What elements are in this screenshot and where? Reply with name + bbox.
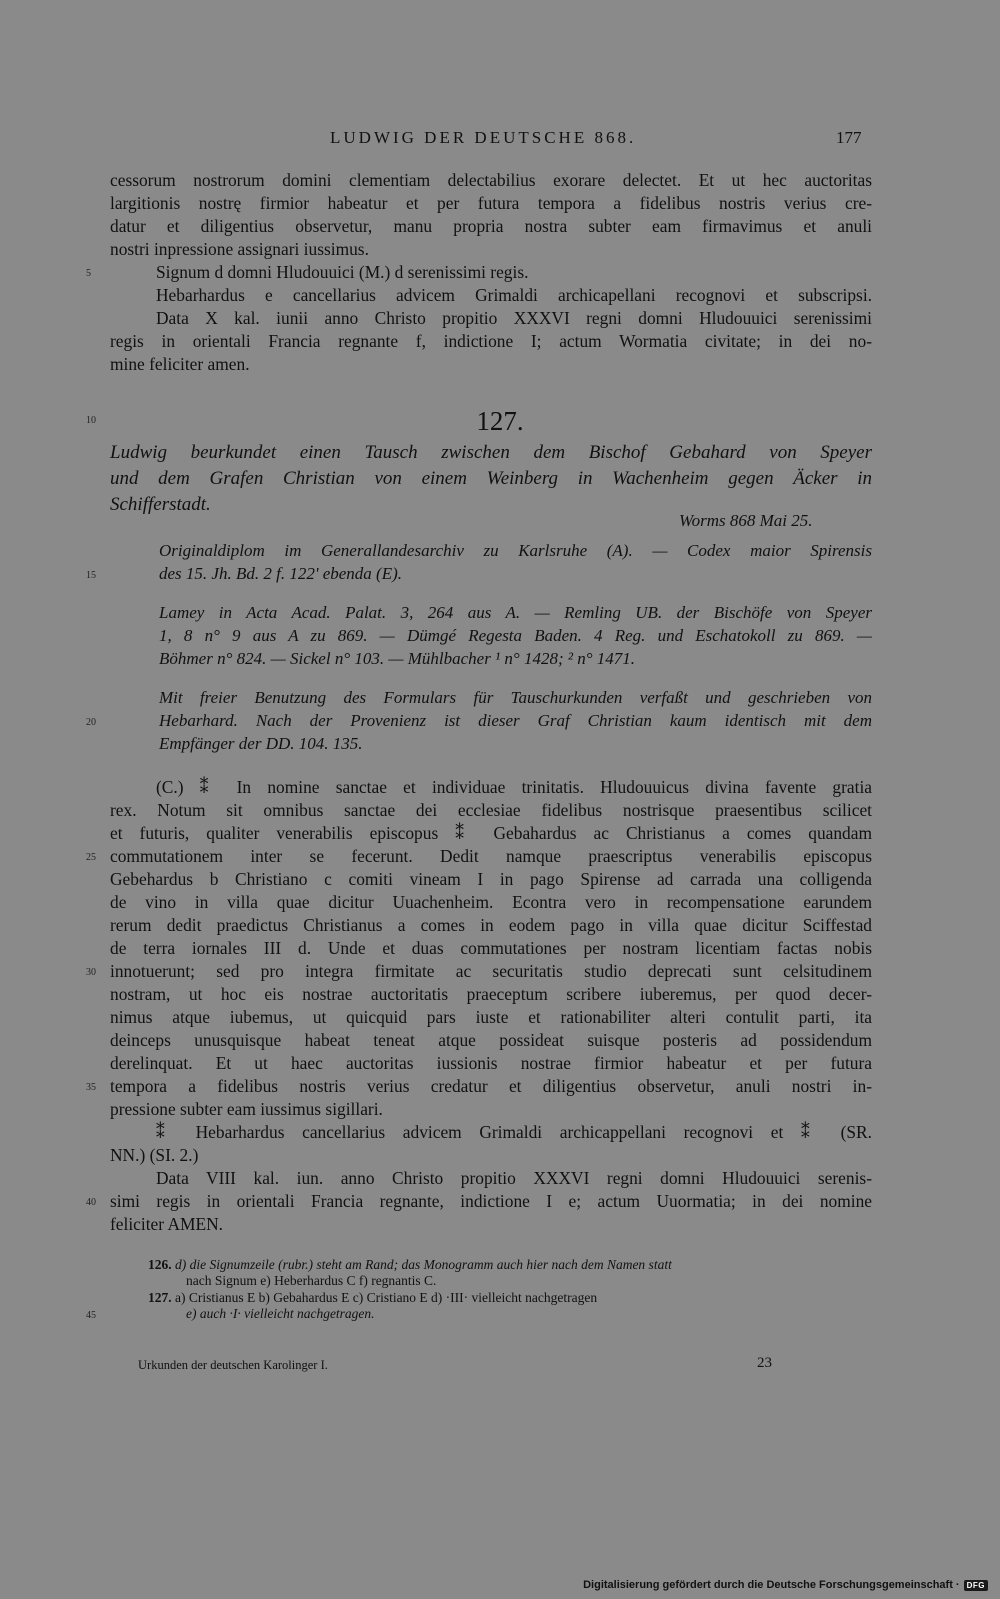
text-line: (C.) ⁑ In nomine sanctae et individuae trinitatis. Hludouuicus divina favente gratia	[156, 777, 872, 797]
text-line: Gebehardus b Christiano c comiti vineam I in pago Spirense ad carrada una colligenda	[110, 869, 872, 889]
text-line: nostram, ut hoc eis nostrae auctoritatis praeceptum scribere iuberemus, per quod decer-	[110, 984, 872, 1004]
text-line: de terra iornales III d. Unde et duas commutationes per nostram licentiam factas nobis	[110, 938, 872, 958]
dating-line: mine feliciter amen.	[110, 354, 250, 374]
commentary-line: Empfänger der DD. 104. 135.	[159, 734, 363, 753]
text-line: pressione subter eam iussimus sigillari.	[110, 1099, 383, 1119]
text-line: nimus atque iubemus, ut quicquid pars iuste et rationabiliter alteri contulit parti, ita	[110, 1007, 872, 1027]
line-number: 15	[86, 570, 96, 581]
signum-line: Signum d domni Hludouuici (M.) d serenissimi regis.	[156, 262, 529, 282]
text-line: rex. Notum sit omnibus sanctae dei ecclesiae fidelibus nostrisque praesentibus scilicet	[110, 800, 872, 820]
text-line: commutationem inter se fecerunt. Dedit namque praescriptus venerabilis episcopus	[110, 846, 872, 866]
footnote-text: d) die Signumzeile (rubr.) steht am Rand; das Monogramm auch hier nach dem Namen statt	[175, 1257, 672, 1272]
footnote-126	[148, 1257, 872, 1274]
line-number: 40	[86, 1197, 96, 1208]
literature-line: Böhmer n° 824. — Sickel n° 103. — Mühlbacher ¹ n° 1428; ² n° 1471.	[159, 649, 636, 668]
text-line: de vino in villa quae dicitur Uuachenheim. Econtra vero in recompensatione earundem	[110, 892, 872, 912]
place-date: Worms 868 Mai 25.	[679, 511, 813, 530]
recognition-line: ⁑ Hebarhardus cancellarius advicem Grimaldi archicappellani recognovi et ⁑ (SR.	[156, 1122, 872, 1142]
footnote-126-cont: nach Signum e) Heberhardus C f) regnantis C.	[186, 1273, 437, 1288]
literature-line: 1, 8 n° 9 aus A zu 869. — Dümgé Regesta Baden. 4 Reg. und Eschatokoll zu 869. —	[159, 626, 872, 645]
recognition-line: NN.) (SI. 2.)	[110, 1145, 199, 1165]
text-line: nostri inpressione assignari iussimus.	[110, 239, 369, 259]
document-number: 127.	[476, 406, 524, 436]
line-number: 5	[86, 268, 91, 279]
text-line: rerum dedit praedictus Christianus a comes in eodem pago in villa quae dicitur Sciffestad	[110, 915, 872, 935]
page-header	[0, 128, 1000, 158]
dfg-logo: DFG	[964, 1580, 988, 1591]
text-line: et futuris, qualiter venerabilis episcopus ⁑ Gebahardus ac Christianus a comes quandam	[110, 823, 872, 843]
text-line: tempora a fidelibus nostris verius credatur et diligentius observetur, anuli nostri in-	[110, 1076, 872, 1096]
text-line: largitionis nostrę firmior habeatur et per futura tempora a fidelibus nostris verius cre-	[110, 193, 872, 213]
dating-line: Data VIII kal. iun. anno Christo propitio XXXVI regni domni Hludouuici serenis-	[156, 1168, 872, 1188]
text-line: derelinquat. Et ut haec auctoritas iussionis nostrae firmior habeatur et per futura	[110, 1053, 872, 1073]
commentary-line: Mit freier Benutzung des Formulars für Tauschurkunden verfaßt und geschrieben von	[159, 688, 872, 707]
line-number: 20	[86, 717, 96, 728]
footnote-127	[148, 1290, 872, 1307]
digitization-note	[583, 1579, 988, 1591]
dating-line: regis in orientali Francia regnante f, indictione I; actum Wormatia civitate; in dei no-	[110, 331, 872, 351]
footnote-127-cont: e) auch ·I· vielleicht nachgetragen.	[186, 1306, 375, 1321]
footer-signature: 23	[757, 1355, 772, 1371]
text-line: innotuerunt; sed pro integra firmitate ac securitatis studio deprecati sunt celsitudinem	[110, 961, 872, 981]
page-number: 177	[836, 128, 862, 147]
text-line: datur et diligentius observetur, manu propria nostra subter eam firmavimus et anuli	[110, 216, 872, 236]
line-number: 10	[86, 415, 96, 426]
commentary-line: Hebarhard. Nach der Provenienz ist dieser Graf Christian kaum identisch mit dem	[159, 711, 872, 730]
footnote-label: 127.	[148, 1290, 172, 1305]
dating-line: Data X kal. iunii anno Christo propitio XXXVI regni domni Hludouuici serenissimi	[156, 308, 872, 328]
tradition-line: Originaldiplom im Generallandesarchiv zu Karlsruhe (A). — Codex maior Spirensis	[159, 541, 872, 560]
line-number: 45	[86, 1310, 96, 1321]
running-head: LUDWIG DER DEUTSCHE 868.	[330, 128, 637, 147]
regest-line: Ludwig beurkundet einen Tausch zwischen dem Bischof Gebahard von Speyer	[110, 442, 872, 463]
dating-line: feliciter AMEN.	[110, 1214, 224, 1234]
footer-series: Urkunden der deutschen Karolinger I.	[138, 1358, 328, 1372]
dating-line: simi regis in orientali Francia regnante, indictione I e; actum Uuormatia; in dei nomine	[110, 1191, 872, 1211]
literature-line: Lamey in Acta Acad. Palat. 3, 264 aus A. — Remling UB. der Bischöfe von Speyer	[159, 603, 872, 622]
regest-line: und dem Grafen Christian von einem Weinberg in Wachenheim gegen Äcker in	[110, 468, 872, 489]
text-line: deinceps unusquisque habeat teneat atque possideat suisque posteris ad possidendum	[110, 1030, 872, 1050]
digitization-text: Digitalisierung gefördert durch die Deutsche Forschungsgemeinschaft ·	[583, 1579, 960, 1591]
line-number: 25	[86, 852, 96, 863]
tradition-line: des 15. Jh. Bd. 2 f. 122' ebenda (E).	[159, 564, 402, 583]
line-number: 35	[86, 1082, 96, 1093]
line-number: 30	[86, 967, 96, 978]
footnote-text: a) Cristianus E b) Gebahardus E c) Cristiano E d) ·III· vielleicht nachgetragen	[175, 1290, 598, 1305]
footnote-label: 126.	[148, 1257, 172, 1272]
subscription-line: Hebarhardus e cancellarius advicem Grimaldi archicapellani recognovi et subscripsi.	[156, 285, 872, 305]
regest-line: Schifferstadt.	[110, 494, 211, 515]
text-line: cessorum nostrorum domini clementiam delectabilius exorare delectet. Et ut hec auctoritas	[110, 170, 872, 190]
